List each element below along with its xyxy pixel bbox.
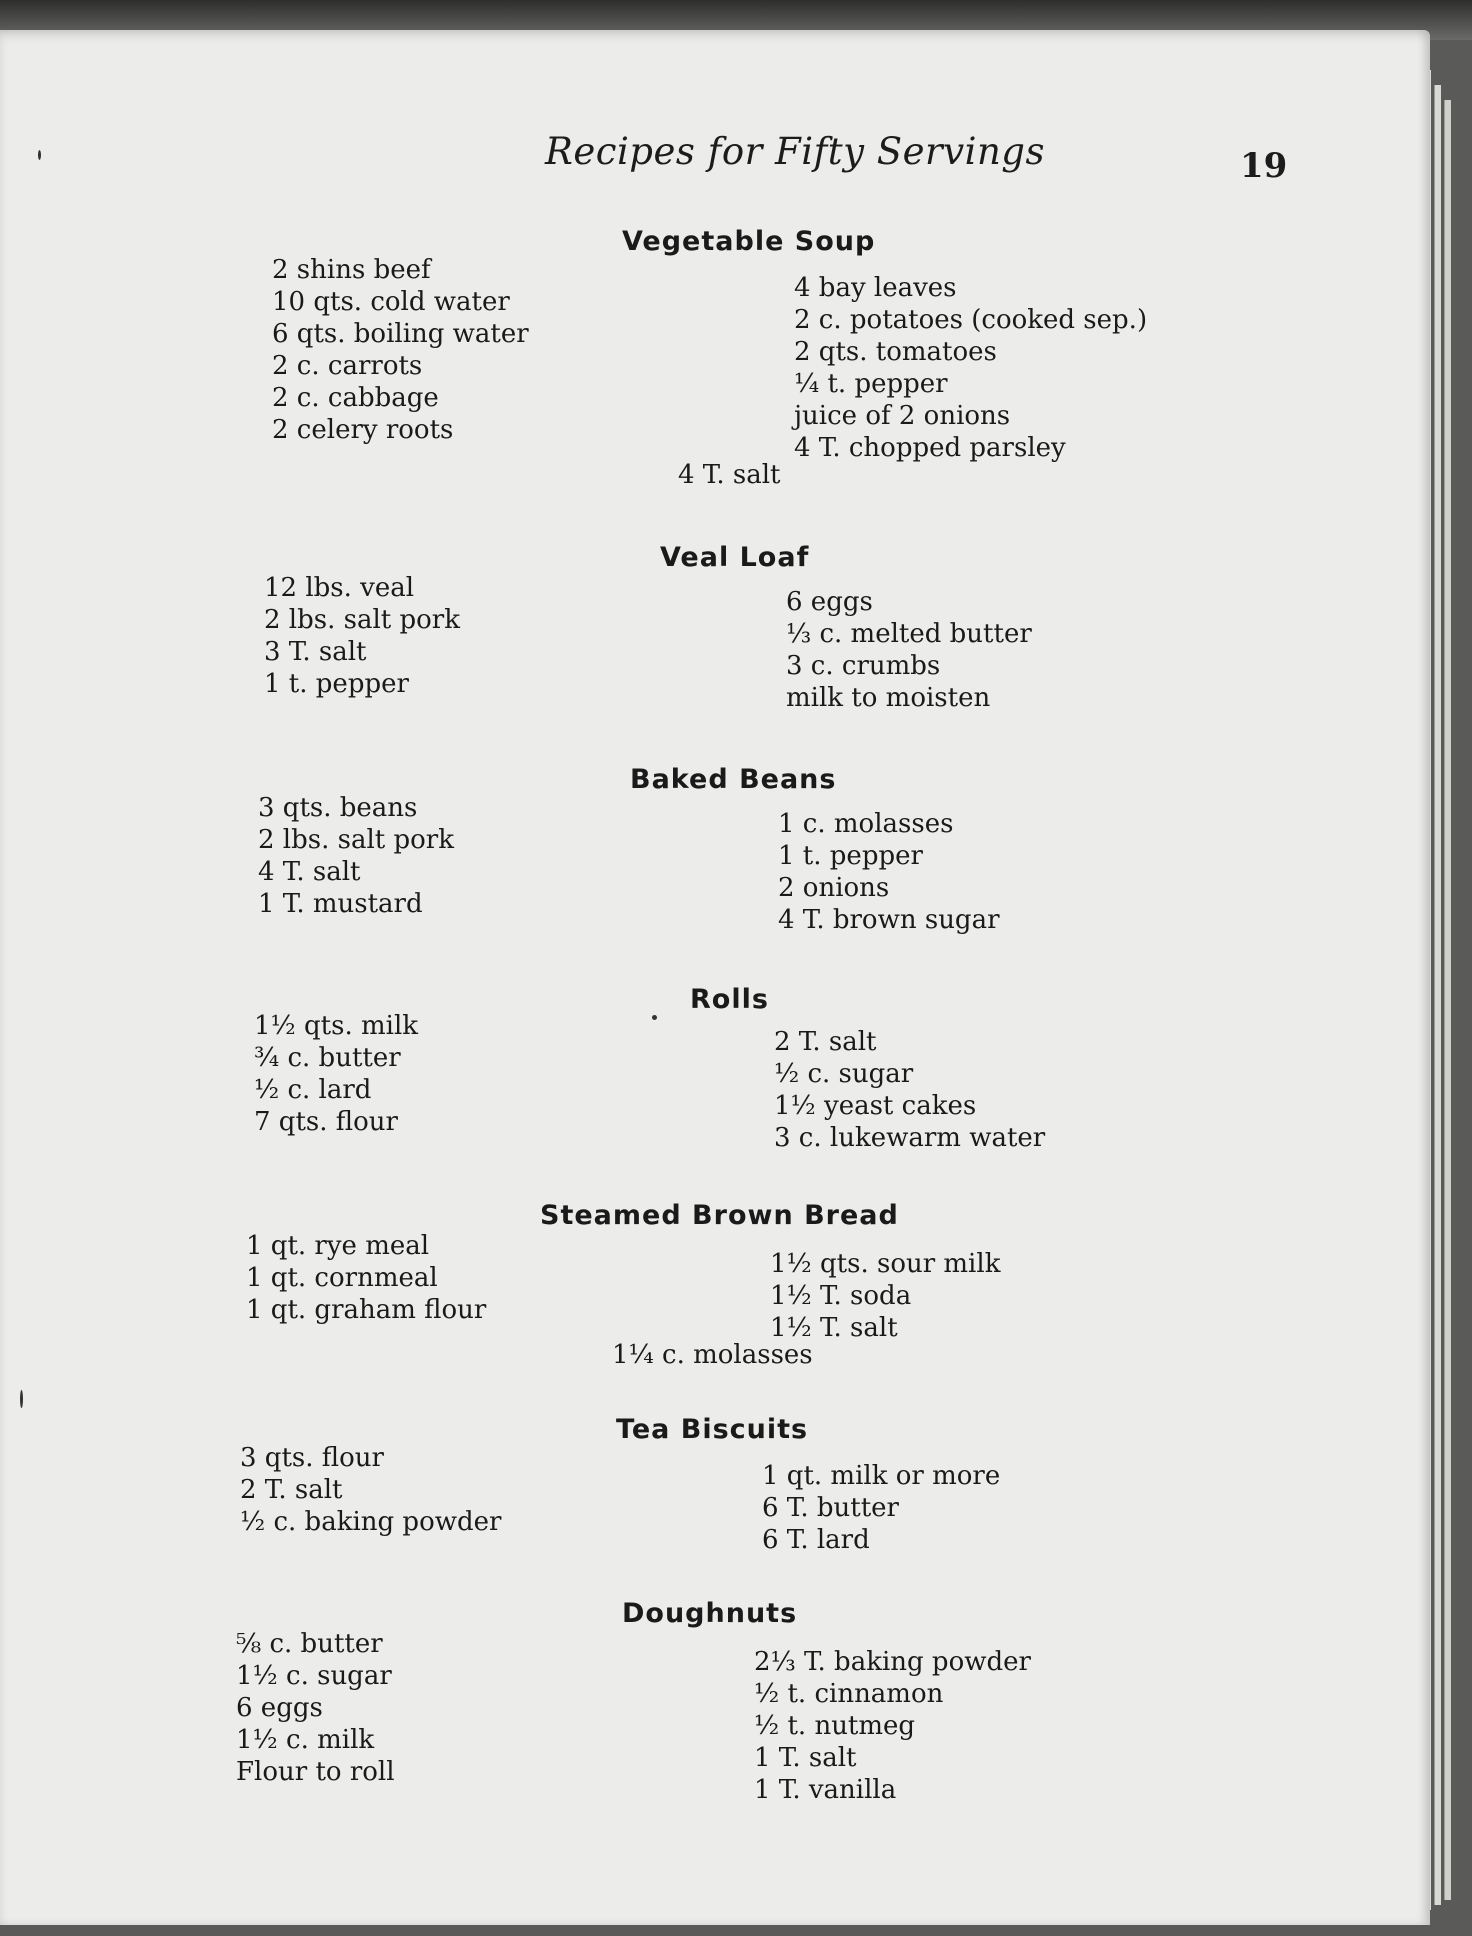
ingredient: 2 T. salt <box>774 1027 877 1057</box>
ingredient-list-left <box>258 792 454 920</box>
ingredient: 3 qts. beans <box>258 793 418 823</box>
ingredient: 1 c. molasses <box>778 809 954 839</box>
ingredient: 1 t. pepper <box>264 669 409 699</box>
ingredient: ½ c. lard <box>254 1075 372 1105</box>
ingredient: 2 shins beef <box>272 255 431 285</box>
ingredient: 4 bay leaves <box>794 273 957 303</box>
ingredient-list-right <box>762 1460 1000 1556</box>
ingredient-list-left <box>236 1628 395 1788</box>
ingredient-list-left <box>264 572 460 700</box>
ingredient: 7 qts. flour <box>254 1107 398 1137</box>
ingredient: 1 T. mustard <box>258 889 423 919</box>
recipe-title: Doughnuts <box>622 1598 798 1629</box>
ingredient: 6 eggs <box>236 1693 323 1723</box>
ingredient: 1 t. pepper <box>778 841 923 871</box>
ingredient-list-right <box>754 1646 1031 1806</box>
ingredient: 1 qt. cornmeal <box>246 1263 438 1293</box>
book-page <box>0 30 1430 1925</box>
ingredient-list-right <box>794 272 1147 464</box>
ingredient: 4 T. chopped parsley <box>794 433 1066 463</box>
ingredient-list-left <box>240 1442 501 1538</box>
ingredient: ¾ c. butter <box>254 1043 401 1073</box>
page-number: 19 <box>1240 146 1288 186</box>
ingredient: 2 T. salt <box>240 1475 343 1505</box>
ingredient: 12 lbs. veal <box>264 573 415 603</box>
ingredient: 3 T. salt <box>264 637 367 667</box>
ingredient: ⅓ c. melted butter <box>786 619 1032 649</box>
print-speck <box>652 1015 657 1020</box>
ingredient: 1½ yeast cakes <box>774 1091 977 1121</box>
ingredient: 4 T. salt <box>258 857 361 887</box>
running-head: Recipes for Fifty Servings <box>545 130 1045 173</box>
ingredient: 6 qts. boiling water <box>272 319 529 349</box>
ingredient: 1 T. salt <box>754 1743 857 1773</box>
ingredient: 1½ T. soda <box>770 1281 912 1311</box>
ingredient: ¼ t. pepper <box>794 369 948 399</box>
ingredient-list-right <box>778 808 1000 936</box>
ingredient: 2 lbs. salt pork <box>258 825 454 855</box>
ingredient: 1½ c. milk <box>236 1725 375 1755</box>
ingredient: 3 c. lukewarm water <box>774 1123 1046 1153</box>
ingredient: Flour to roll <box>236 1757 395 1787</box>
recipe-title: Baked Beans <box>630 764 837 795</box>
ingredient: 1½ T. salt <box>770 1313 898 1343</box>
ingredient-list-left <box>246 1230 486 1326</box>
ingredient: 1 T. vanilla <box>754 1775 897 1805</box>
ingredient: 6 T. butter <box>762 1493 899 1523</box>
ingredient-extra: 4 T. salt <box>678 460 781 490</box>
ingredient: 2 qts. tomatoes <box>794 337 997 367</box>
ingredient: 10 qts. cold water <box>272 287 510 317</box>
print-speck <box>38 150 41 160</box>
ingredient: 2 c. cabbage <box>272 383 439 413</box>
ingredient: 1 qt. milk or more <box>762 1461 1001 1491</box>
recipe-title: Vegetable Soup <box>622 226 876 257</box>
ingredient-list-left <box>272 254 529 446</box>
recipe-title: Tea Biscuits <box>616 1414 809 1445</box>
ingredient: ½ c. baking powder <box>240 1507 502 1537</box>
ingredient: 1½ qts. sour milk <box>770 1249 1001 1279</box>
ingredient: juice of 2 onions <box>794 401 1011 431</box>
ingredient: 1½ c. sugar <box>236 1661 392 1691</box>
recipe-title: Steamed Brown Bread <box>540 1200 899 1231</box>
ingredient: 1 qt. graham flour <box>246 1295 487 1325</box>
ingredient: 2 celery roots <box>272 415 454 445</box>
print-speck <box>20 1390 23 1408</box>
ingredient: 4 T. brown sugar <box>778 905 1000 935</box>
ingredient: ½ t. nutmeg <box>754 1711 916 1741</box>
ingredient: 6 eggs <box>786 587 873 617</box>
ingredient: 3 c. crumbs <box>786 651 941 681</box>
ingredient-list-left <box>254 1010 418 1138</box>
ingredient: 1 qt. rye meal <box>246 1231 430 1261</box>
ingredient: ½ t. cinnamon <box>754 1679 944 1709</box>
ingredient: ½ c. sugar <box>774 1059 914 1089</box>
ingredient: 2 c. carrots <box>272 351 423 381</box>
ingredient: 2 lbs. salt pork <box>264 605 460 635</box>
ingredient-list-right <box>774 1026 1045 1154</box>
ingredient: 1½ qts. milk <box>254 1011 419 1041</box>
ingredient: 2 onions <box>778 873 890 903</box>
recipe-title: Veal Loaf <box>660 542 810 573</box>
ingredient: 6 T. lard <box>762 1525 870 1555</box>
ingredient-list-right <box>770 1248 1000 1344</box>
page-edge <box>1434 85 1441 1905</box>
ingredient: ⅝ c. butter <box>236 1629 383 1659</box>
ingredient: milk to moisten <box>786 683 991 713</box>
ingredient-list-right <box>786 586 1032 714</box>
ingredient-extra: 1¼ c. molasses <box>612 1340 813 1370</box>
recipe-title: Rolls <box>690 984 769 1015</box>
ingredient: 3 qts. flour <box>240 1443 384 1473</box>
ingredient: 2 c. potatoes (cooked sep.) <box>794 305 1148 335</box>
page-edge <box>1444 100 1451 1900</box>
ingredient: 2⅓ T. baking powder <box>754 1647 1031 1677</box>
